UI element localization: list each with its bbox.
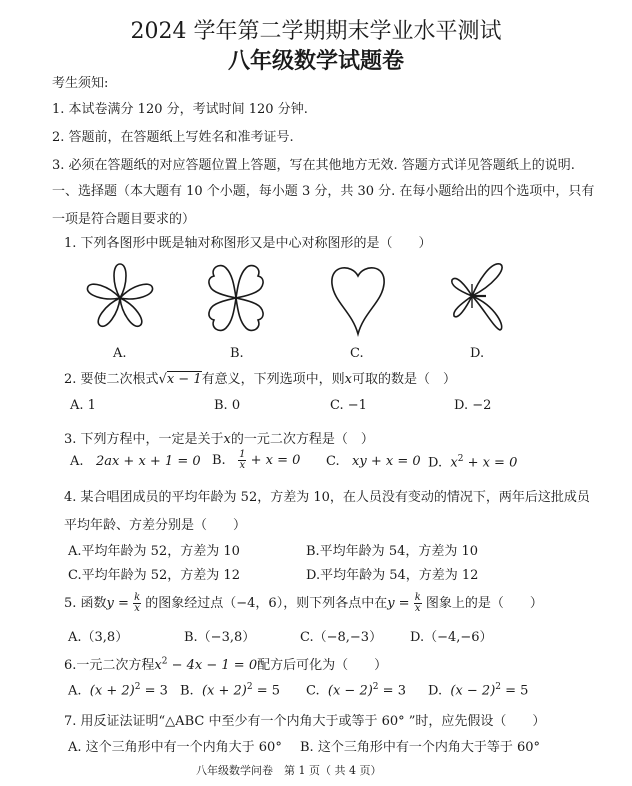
option-label: D. — [428, 683, 443, 699]
q4-line2: 平均年龄、方差分别是（ ） — [64, 518, 247, 533]
eq-exp: 2 — [161, 656, 168, 667]
notice-item: 3. 必须在答题纸的对应答题位置上答题，写在其他地方无效. 答题方式详见答题纸上的说明. — [52, 158, 575, 173]
q1-figures — [0, 258, 632, 361]
fraction — [238, 450, 246, 471]
radicand: x − 1 — [166, 372, 202, 387]
equation: + x = 0 — [250, 453, 301, 468]
q2-option-d: D. −2 — [454, 398, 492, 413]
q7-stem: 7. 用反证法证明“△ABC 中至少有一个内角大于或等于 60° ”时，应先假设（ ） — [64, 714, 546, 729]
q3-stem — [64, 428, 374, 447]
q6-option-c — [306, 682, 406, 698]
q6-option-a — [68, 682, 168, 698]
q6-stem-a: 6.一元二次方程 — [64, 658, 155, 673]
q2-option-b: B. 0 — [214, 398, 241, 413]
sqrt-sign: √ — [158, 372, 167, 387]
q5-stem-a: 5. 函数 — [64, 596, 107, 611]
q5-option-d: D.（−4,−6） — [410, 630, 493, 645]
option-label: C. — [326, 454, 340, 469]
q7-option-b: B. 这个三角形中有一个内角大于等于 60° — [300, 740, 540, 755]
eq-rest: + x = 0 — [463, 455, 518, 471]
q7-option-a: A. 这个三角形中有一个内角大于 60° — [68, 740, 282, 755]
q3-option-d — [428, 454, 517, 470]
exam-subtitle: 八年级数学试题卷 — [227, 48, 404, 74]
denominator: x — [414, 603, 421, 614]
eq-rest: = 3 — [140, 683, 168, 699]
option-label: C. — [306, 683, 320, 699]
q2-option-a: A. 1 — [70, 398, 96, 413]
fraction — [414, 593, 422, 614]
eq-exp: 2 — [457, 454, 464, 464]
q6-stem-b: 配方后可化为（ ） — [257, 658, 388, 673]
q4-option-a: A.平均年龄为 52，方差为 10 — [68, 544, 240, 559]
section-heading-line1: 一、选择题（本大题有 10 个小题，每小题 3 分，共 30 分. 在每小题给出的四个选项中，只有 — [52, 184, 595, 199]
option-label: A. — [68, 683, 82, 699]
eq-base: x — [154, 658, 162, 673]
eq-exp: 2 — [246, 682, 253, 692]
figure-label: A. — [113, 346, 127, 361]
equation: xy + x = 0 — [352, 454, 421, 469]
four-heart-clover-icon — [196, 258, 276, 338]
q2-stem — [64, 368, 456, 387]
q3-option-a — [70, 454, 201, 469]
eq-rest: = 5 — [252, 683, 281, 699]
eq-base: (x − 2) — [450, 683, 496, 699]
q3-option-b — [212, 450, 300, 471]
fn-lhs: y = — [106, 596, 129, 611]
numerator: k — [414, 592, 421, 603]
q3-stem-b: 的一元二次方程是（ ） — [230, 432, 374, 447]
q4-option-b: B.平均年龄为 54，方差为 10 — [306, 544, 479, 559]
option-label: B. — [212, 453, 226, 468]
q6-stem — [64, 654, 387, 673]
equation: 2ax + x + 1 = 0 — [95, 454, 201, 469]
q6-option-d — [428, 682, 528, 698]
eq-base: (x + 2) — [201, 683, 247, 699]
notice-item: 2. 答题前，在答题纸上写姓名和准考证号. — [52, 130, 294, 145]
option-label: B. — [180, 683, 194, 699]
notice-heading: 考生须知: — [52, 76, 109, 91]
eq-rest: = 5 — [501, 683, 529, 699]
eq-rest: = 3 — [378, 683, 406, 699]
eq-base: x — [450, 455, 458, 471]
q5-option-b: B.（−3,8） — [184, 630, 256, 645]
q5-option-c: C.（−8,−3） — [300, 630, 383, 645]
q6-option-b — [180, 682, 280, 698]
page-footer: 八年级数学问卷 第 1 页（ 共 4 页） — [196, 764, 382, 777]
q3-var: x — [223, 432, 231, 447]
q4-line1: 4. 某合唱团成员的平均年龄为 52，方差为 10，在人员没有变动的情况下，两年后这批成员 — [64, 490, 590, 505]
numerator: k — [134, 592, 141, 603]
option-label: D. — [428, 455, 443, 471]
q4-option-d: D.平均年龄为 54，方差为 12 — [306, 568, 479, 583]
eq-base: (x + 2) — [89, 683, 135, 699]
q3-option-c — [326, 454, 421, 469]
figure-label: D. — [470, 346, 485, 361]
option-label: A. — [70, 454, 84, 469]
eq-base: (x − 2) — [327, 683, 373, 699]
eq-exp: 2 — [495, 682, 501, 692]
q2-stem-a: 2. 要使二次根式 — [64, 372, 159, 387]
eq-exp: 2 — [134, 682, 141, 692]
q4-option-c: C.平均年龄为 52，方差为 12 — [68, 568, 240, 583]
figure-label: B. — [230, 346, 244, 361]
q5-stem-c: 图象上的是（ ） — [425, 596, 543, 611]
heart-icon — [318, 258, 398, 338]
eq-rest: − 4x − 1 = 0 — [167, 658, 258, 673]
fn-lhs: y = — [387, 596, 410, 611]
eq-exp: 2 — [372, 682, 379, 692]
exam-title: 2024 学年第二学期期末学业水平测试 — [130, 19, 502, 44]
q1-stem: 1. 下列各图形中既是轴对称图形又是中心对称图形的是（ ） — [64, 236, 432, 251]
fraction — [133, 593, 141, 614]
butterfly-petal-icon — [438, 258, 518, 338]
q2-var: x — [344, 372, 352, 387]
denominator: x — [134, 603, 140, 614]
q5-option-a: A.（3,8） — [68, 630, 129, 645]
q2-stem-b: 有意义，下列选项中，则 — [201, 372, 345, 387]
numerator: 1 — [239, 449, 246, 460]
q5-stem — [64, 592, 543, 614]
figure-label: C. — [350, 346, 364, 361]
notice-item: 1. 本试卷满分 120 分，考试时间 120 分钟. — [52, 102, 308, 117]
q2-option-c: C. −1 — [330, 398, 367, 413]
five-petal-flower-icon — [80, 258, 160, 338]
denominator: x — [239, 460, 246, 471]
section-heading-line2: 一项是符合题目要求的） — [52, 212, 196, 227]
q3-stem-a: 3. 下列方程中，一定是关于 — [64, 432, 224, 447]
q5-stem-b: 的图象经过点（−4，6），则下列各点中在 — [145, 596, 388, 611]
q2-stem-c: 可取的数是（ ） — [351, 372, 456, 387]
